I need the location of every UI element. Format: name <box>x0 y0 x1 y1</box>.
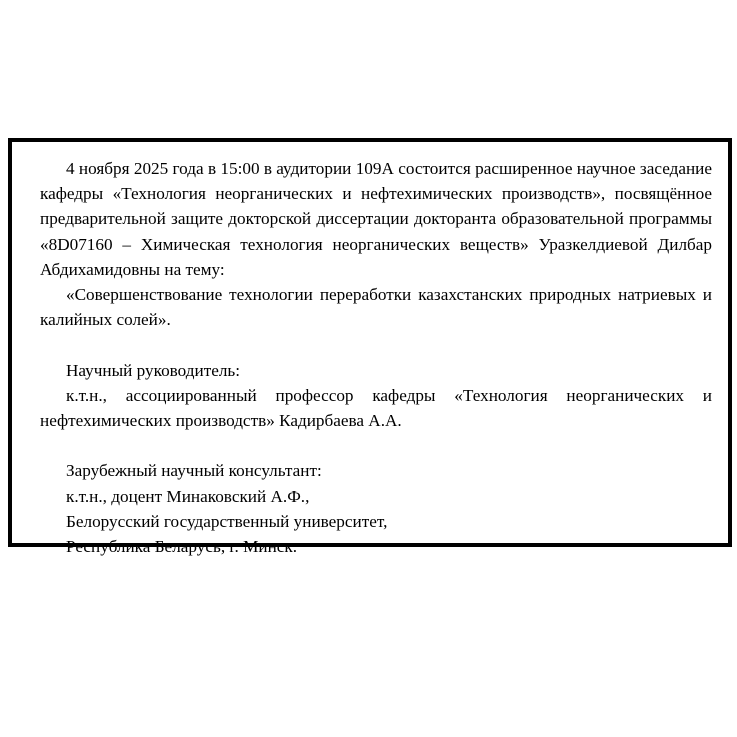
supervisor-details: к.т.н., ассоциированный профессор кафедры «Технология неорганических и нефтехимических производств» Кадирбаева А.А. <box>40 385 712 431</box>
consultant-heading: Зарубежный научный консультант: <box>66 461 322 481</box>
consultant-name: к.т.н., доцент Минаковский А.Ф., <box>66 486 310 506</box>
announcement-notice-box <box>8 138 732 557</box>
notice-content <box>12 142 728 557</box>
consultant-university: Белорусский государственный университет, <box>66 511 388 531</box>
dissertation-title-paragraph: «Совершенствование технологии переработки казахстанских природных натриевых и калийных солей». <box>40 285 712 330</box>
announcement-paragraph: 4 ноября 2025 года в 15:00 в аудитории 109А состоится расширенное научное заседание кафедры «Технология неорганических и нефтехимических производств», посвящённое предварительной защите докторской диссертации докторанта образовательной программы «8D07160 – Химическая технология неорганических веществ» Уразкелдиевой Дилбар Абдихамидовны на тему: <box>40 159 712 279</box>
supervisor-heading: Научный руководитель: <box>66 360 241 380</box>
paragraph-spacer-2 <box>40 433 712 458</box>
consultant-country: Республика Беларусь, г. Минск. <box>66 537 298 557</box>
paragraph-spacer-1 <box>40 332 712 357</box>
